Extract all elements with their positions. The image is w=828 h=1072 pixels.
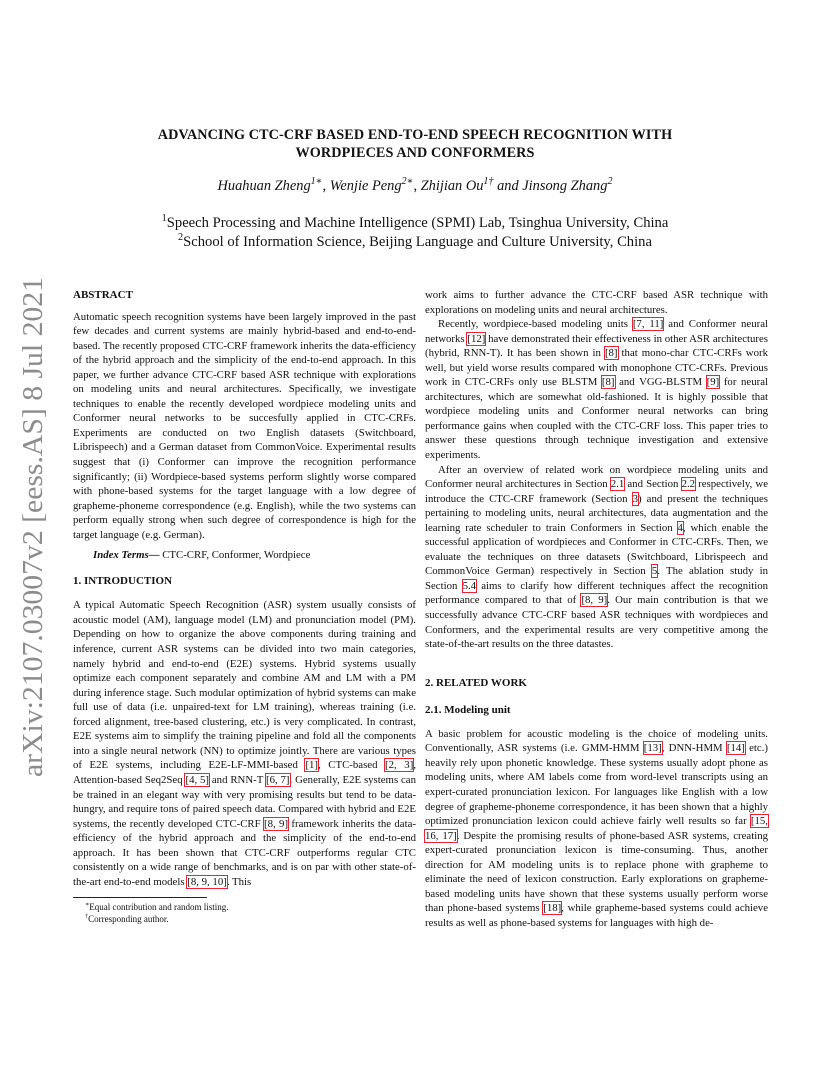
- citation-link[interactable]: [18]: [543, 902, 562, 915]
- left-column: [73, 288, 416, 925]
- section-ref-link[interactable]: 5: [651, 565, 658, 578]
- citation-link[interactable]: [7, 11]: [632, 318, 664, 331]
- footnote-corresponding-author: †Corresponding author.: [85, 912, 169, 924]
- introduction-heading: 1. INTRODUCTION: [73, 574, 173, 587]
- citation-link[interactable]: [6, 7]: [265, 773, 290, 786]
- footnote-equal-contribution: ∗Equal contribution and random listing.: [85, 901, 229, 913]
- citation-link[interactable]: [1]: [305, 759, 319, 772]
- author-3-mark: 1†: [483, 176, 494, 188]
- index-terms: [73, 548, 416, 563]
- affiliations: [100, 214, 730, 252]
- author-2-mark: 2∗: [401, 176, 414, 188]
- arxiv-identifier-stamp: [10, 272, 52, 782]
- arxiv-stamp-text: arXiv:2107.03007v2 [eess.AS] 8 Jul 2021: [17, 288, 49, 777]
- author-1-mark: 1∗: [310, 176, 323, 188]
- citation-link[interactable]: [2, 3]: [385, 759, 414, 772]
- citation-link[interactable]: [8, 9]: [264, 817, 289, 830]
- modeling-unit-subheading: 2.1. Modeling unit: [425, 704, 511, 717]
- abstract-text: Automatic speech recognition systems have been largely improved in the past few decades and current systems are mainly hybrid-based and end-to-end-based. The recently proposed CTC-CRF framework inherits the data-efficiency of the hybrid approach and the simplicity of the end-to-end approach. In this paper, we further advance CTC-CRF based ASR technique with explorations on modeling units and neural architectures. Specifically, we investigate techniques to enable the recently developed wordpiece modeling units and Conformer neural networks to be succesfully applied in CTC-CRFs. Experiments are conducted on two English datasets (Switchboard, Librispeech) and a German dataset from CommonVoice. Experimental results suggest that (i) Conformer can improve the recognition performance significantly; (ii) Wordpiece-based systems perform slightly worse compared with phone-based systems for the target language with a low degree of grapheme-phoneme correspondence (e.g. English), while the two systems can perform equally strong when such degree of correspondence is high for the target language (e.g. German).: [73, 310, 416, 541]
- intro-paragraph-3: After an overview of related work on wordpiece modeling units and Conformer neural architectures in Section 2.1 and Section 2.2 respectively, we introduce the CTC-CRF framework (Section 3) and present the techniques pertaining to modeling units, neural architectures, data augmentation and the learning rate scheduler to train Conformers in Section 4, which enable the successful application of wordpieces and Conformer in CTC-CRFs. Then, we evaluate the techniques on three datasets (Switchboard, Librispeech and CommonVoice German) respectively in Section 5. The ablation study in Section 5.4 aims to clarify how different techniques affect the recognition performance compared to that of [8, 9]. Our main contribution is that we successfully advance CTC-CRF based ASR techniques with wordpieces and Conformers, and the experimental results are very competitive among the state-of-the-art results on the three datastes.: [425, 463, 769, 651]
- title-line-2: WORDPIECES AND CONFORMERS: [295, 145, 535, 161]
- index-terms-label: Index Terms—: [93, 549, 160, 562]
- intro-continued-paragraph: work aims to further advance the CTC-CRF based ASR technique with explorations on modeling units and neural architectures.: [425, 289, 768, 316]
- section-ref-link[interactable]: 2.1: [610, 478, 625, 491]
- introduction-text: A typical Automatic Speech Recognition (ASR) system usually consists of acoustic model (AM), language model (LM) and pronunciation model (PM). Depending on how to organize the above components during training and inference, current ASR systems can be divided into two main categories, namely hybrid and end-to-end (E2E) systems. Hybrid systems usually optimize each component separately and combine AM and LM with a PM during inference stage. Such modular optimization of hybrid systems can make full use of data (i.e. unpaired-text for LM training), whereas training (i.e. forced alignment, tree-based clustering, etc.) is very complicated. In contrast, E2E systems aim to simplify the training pipeline and fold all the components into a single neural network (NN) to optimize jointly. There are various types of E2E systems, including E2E-LF-MMI-based [1], CTC-based [2, 3], Attention-based Seq2Seq [4, 5] and RNN-T [6, 7]. Generally, E2E systems can be trained in an elegant way with very promising results but tend to be data-hungry, and require tons of paired speech data. Compared with hybrid and E2E systems, the recently developed CTC-CRF [8, 9] framework inherits the data-efficiency of the hybrid approach and the simplicity of the end-to-end approach. It has been shown that CTC-CRF outperforms regular CTC consistently on a wide range of benchmarks, and is on par with other state-of-the-art end-to-end models [8, 9, 10]. This: [73, 599, 417, 888]
- citation-link[interactable]: [15, 16, 17]: [425, 815, 768, 842]
- citation-link[interactable]: [12]: [467, 332, 486, 345]
- citation-link[interactable]: [8, 9]: [581, 594, 608, 607]
- abstract-heading: ABSTRACT: [73, 289, 133, 301]
- citation-link[interactable]: [9]: [706, 376, 720, 389]
- footnote-rule: [73, 897, 207, 898]
- paper-title: [100, 126, 730, 162]
- modeling-unit-paragraph: A basic problem for acoustic modeling is the choice of modeling units. Conventionally, ASR systems (i.e. GMM-HMM [13], DNN-HMM [14] etc.) heavily rely upon phonetic knowledge. These systems usually adopt phone as modeling units, where AM labels come from word-level transcripts using an expert-curated pronunciation lexicon. For languages like English with a low degree of grapheme-phoneme correspondence, it has been shown that a highly optimized pronunciation lexicon could achieve fairly well results so far [15, 16, 17]. Despite the promising results of phone-based ASR systems, creating expert-curated pronunciation lexicon is time-consuming. Thus, another direction for AM modeling units is to replace phone with grapheme to eliminate the need of lexicon construction. Early explorations on grapheme-based modeling units have shown that these systems usually perform worse than phone-based systems [18], while grapheme-based systems could achieve results as well as phone-based systems for languages with high de-: [425, 727, 769, 929]
- citation-link[interactable]: [14]: [726, 742, 745, 755]
- citation-link[interactable]: [8]: [604, 347, 618, 360]
- citation-link[interactable]: [8]: [601, 376, 615, 389]
- citation-link[interactable]: [8, 9, 10]: [187, 875, 227, 888]
- author-4: and Jinsong Zhang: [497, 178, 608, 194]
- section-ref-link[interactable]: 4: [677, 521, 683, 534]
- related-work-heading: 2. RELATED WORK: [425, 676, 527, 689]
- author-1: Huahuan Zheng: [217, 178, 311, 194]
- title-line-1: ADVANCING CTC-CRF BASED END-TO-END SPEECH RECOGNITION WITH: [157, 127, 673, 143]
- author-3: Zhijian Ou: [420, 178, 484, 194]
- section-ref-link[interactable]: 5.4: [462, 579, 477, 592]
- section-ref-link[interactable]: 3: [632, 492, 639, 505]
- intro-paragraph-2: Recently, wordpiece-based modeling units [7, 11] and Conformer neural networks [12] have demonstrated their effectiveness in other ASR architectures (hybrid, RNN-T). It has been shown in [8] that mono-char CTC-CRFs work well, but yield worse results compared with monophone CTC-CRFs. Previous work in CTC-CRFs only use BLSTM [8] and VGG-BLSTM [9] for neural architectures, which are somewhat old-fashioned. It is highly possible that wordpiece modeling units and Conformer neural networks can bring performance gains when coupled with the CTC-CRF loss. This paper tries to answer these questions through technique investigation and extensive experiments.: [425, 318, 768, 462]
- affiliation-1: $^1$Speech Processing and Machine Intelligence (SPMI) Lab, Tsinghua University, China: [161, 213, 669, 231]
- section-ref-link[interactable]: 2.2: [681, 478, 696, 491]
- index-terms-values: CTC-CRF, Conformer, Wordpiece: [159, 549, 311, 562]
- citation-link[interactable]: [4, 5]: [185, 773, 210, 786]
- author-4-mark: 2: [607, 176, 613, 188]
- author-2: Wenjie Peng: [329, 178, 402, 194]
- author-list: Huahuan Zheng$^{1∗}$, Wenjie Peng$^{2∗}$, Zhijian $Ou^{1\dagger}$ and Jinsong Zhang$^2$: [217, 176, 613, 194]
- affiliation-2: $^2$School of Information Science, Beijing Language and Culture University, China: [178, 232, 652, 250]
- citation-link[interactable]: [13]: [643, 742, 662, 755]
- right-column: [425, 288, 768, 930]
